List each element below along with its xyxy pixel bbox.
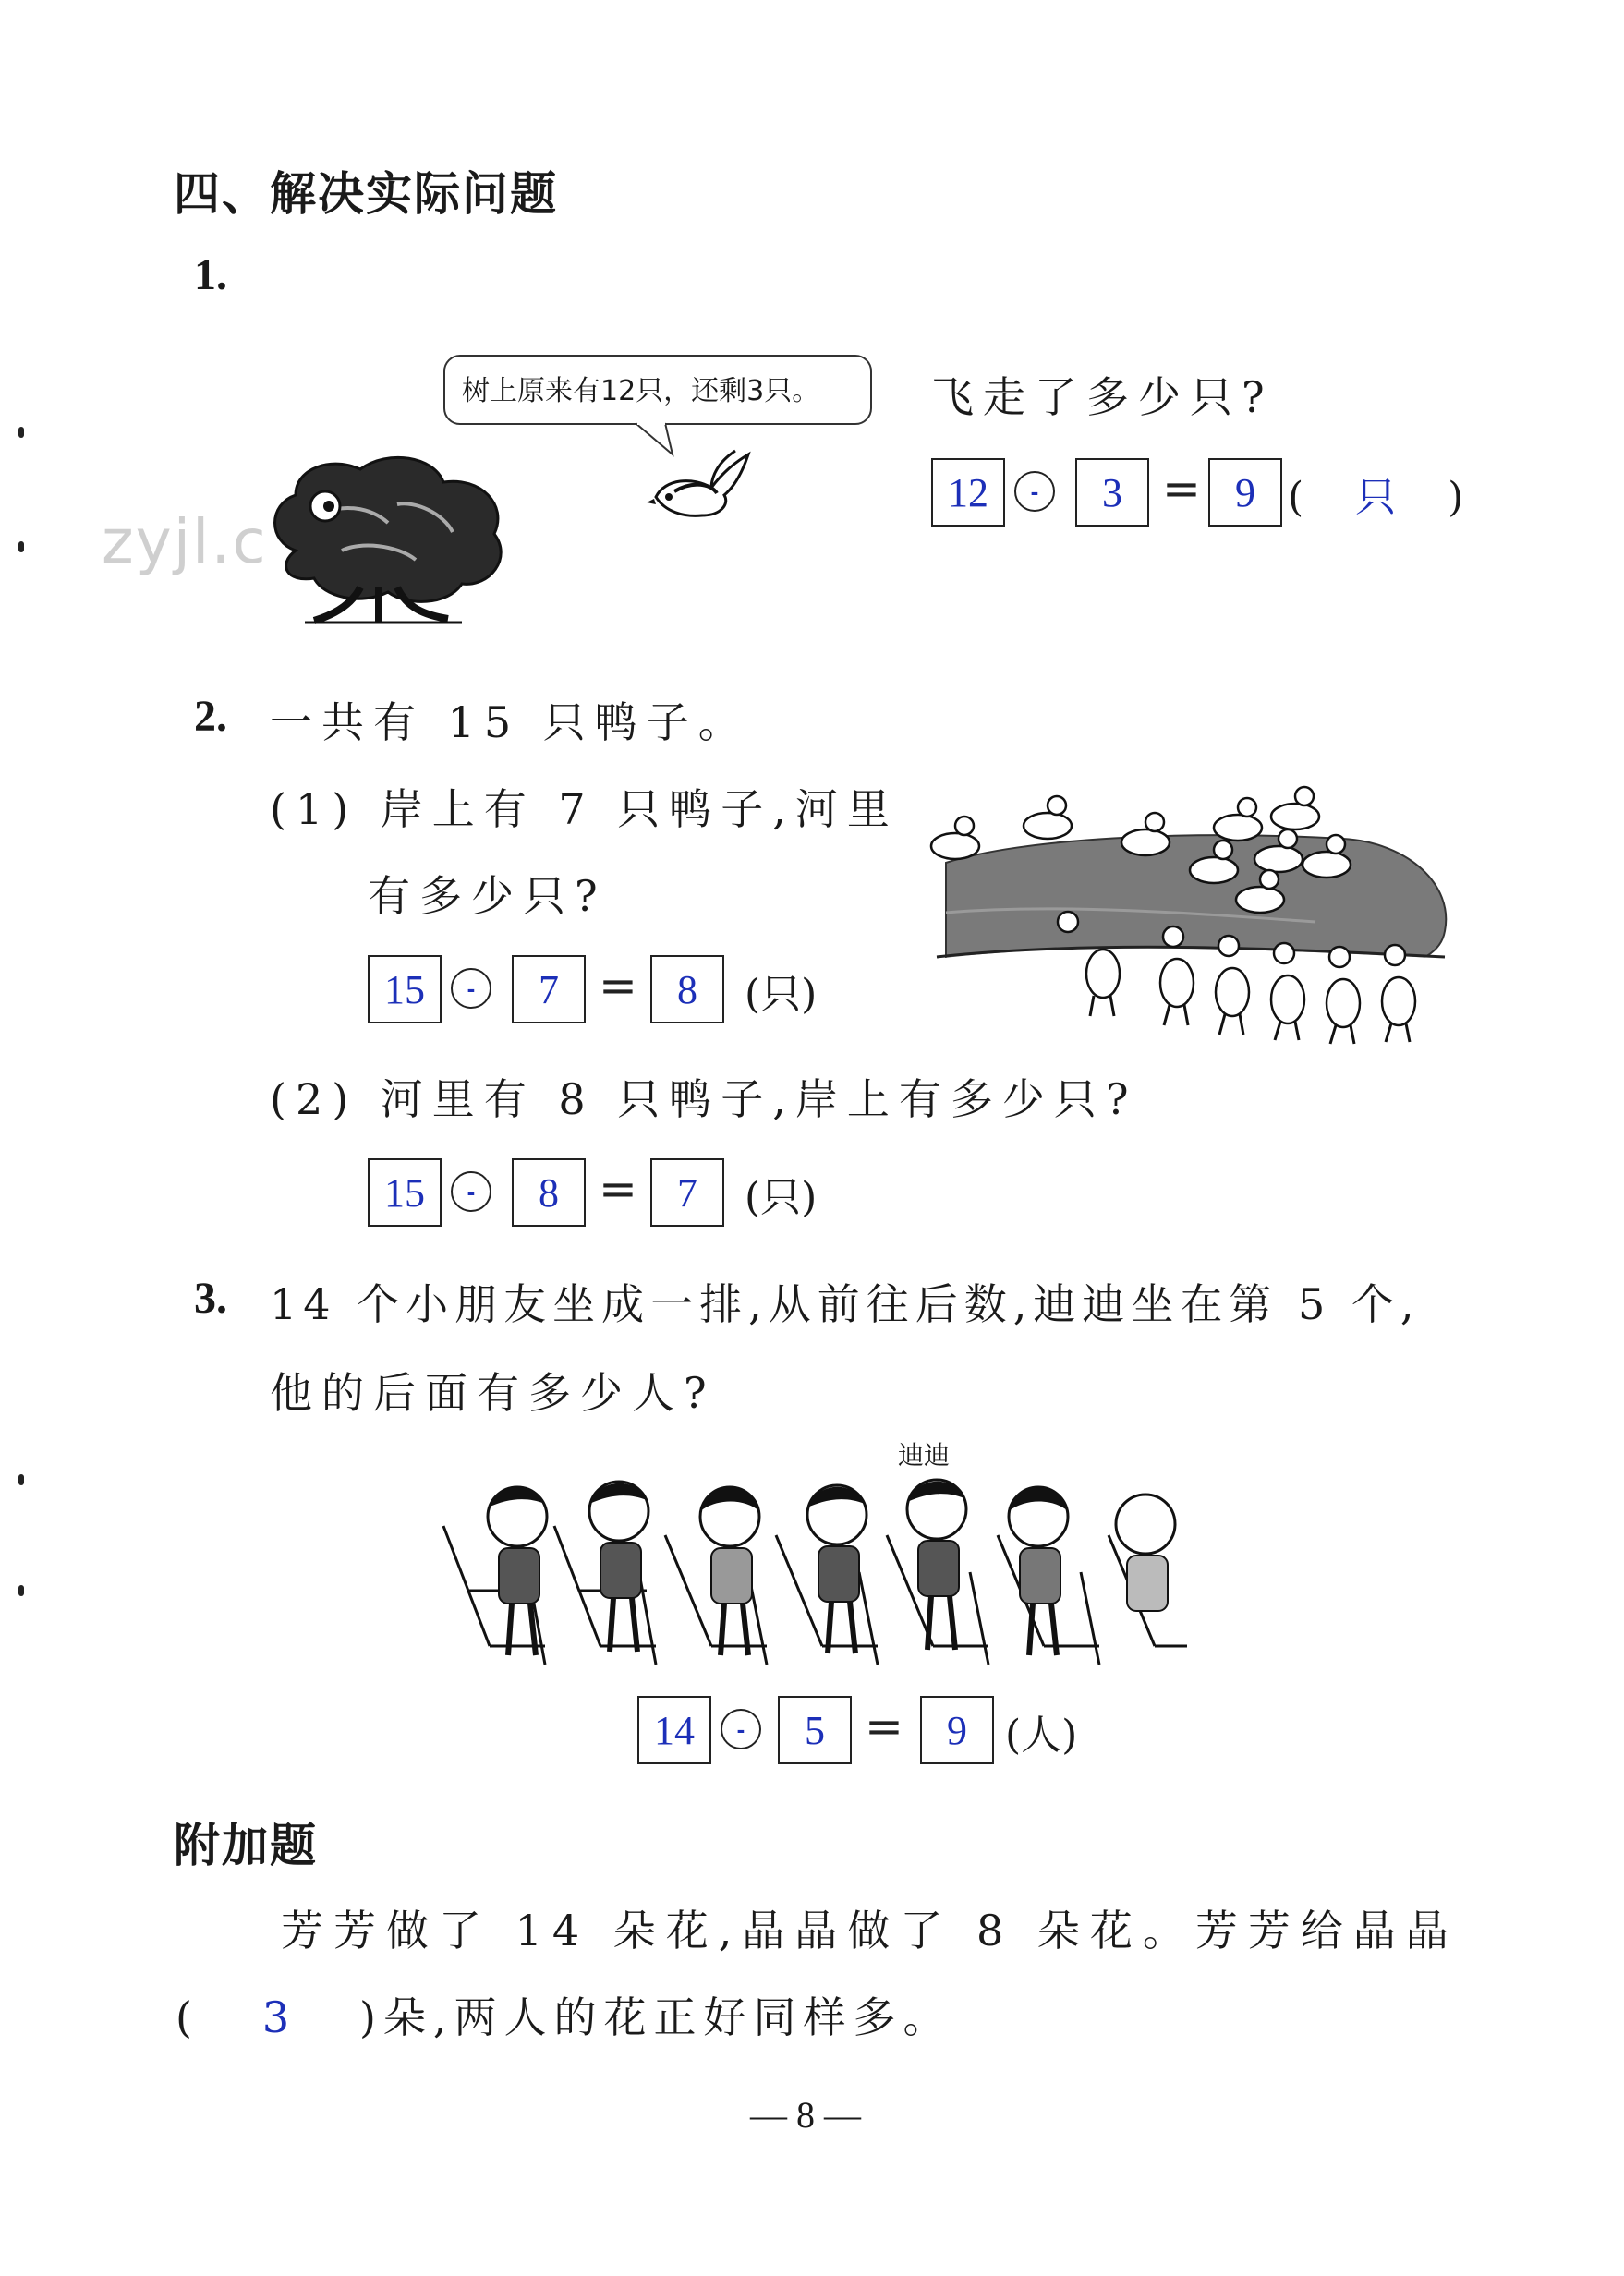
binding-mark xyxy=(18,1474,24,1485)
answer-box: 7 xyxy=(512,955,586,1023)
operator-circle: - xyxy=(721,1709,761,1749)
extra-text-cont xyxy=(176,1984,953,2045)
question-number: 2. xyxy=(194,692,227,741)
answer-box: 15 xyxy=(368,1158,442,1227)
unit-label: (只) xyxy=(745,1174,818,1221)
extra-paren-open: ( xyxy=(176,1992,200,2042)
speech-bubble-text: 树上原来有12只，还剩3只。 xyxy=(443,355,872,425)
unit-label xyxy=(1288,464,1463,523)
question-number: 3. xyxy=(194,1274,227,1323)
bird-illustration xyxy=(647,442,757,525)
answer-box: 9 xyxy=(920,1696,994,1764)
answer-box: 14 xyxy=(637,1696,711,1764)
question-text: 飞走了多少只? xyxy=(931,372,1274,422)
children-illustration xyxy=(434,1471,1192,1683)
equals-sign: = xyxy=(1162,462,1201,515)
answer-box: 8 xyxy=(650,955,724,1023)
didi-label: 迪迪 xyxy=(898,1440,951,1471)
extra-title: 附加题 xyxy=(174,1819,318,1872)
binding-mark xyxy=(18,427,24,438)
answer-box: 3 xyxy=(1075,458,1149,527)
section-title: 四、解决实际问题 xyxy=(174,167,558,221)
equation xyxy=(368,955,885,1025)
unit-label: (人) xyxy=(1005,1712,1078,1759)
tree-illustration xyxy=(259,449,517,630)
equals-sign: = xyxy=(599,959,637,1012)
equation xyxy=(368,1158,885,1229)
binding-mark xyxy=(18,541,24,552)
answer-box: 9 xyxy=(1208,458,1282,527)
question-text: 14 个小朋友坐成一排,从前往后数,迪迪坐在第 5 个, xyxy=(270,1279,1421,1329)
extra-answer: 3 xyxy=(261,1992,297,2042)
sub-question-1-cont: 有多少只? xyxy=(368,871,607,921)
operator-circle: - xyxy=(451,968,491,1009)
equals-sign: = xyxy=(865,1700,903,1753)
ducks-illustration xyxy=(909,774,1460,1047)
extra-rest: )朵,两人的花正好同样多。 xyxy=(358,1992,953,2042)
operator-circle: - xyxy=(451,1171,491,1212)
question-number: 1. xyxy=(194,250,227,299)
unit-answer: 只 xyxy=(1355,474,1397,521)
answer-box: 15 xyxy=(368,955,442,1023)
answer-box: 5 xyxy=(778,1696,852,1764)
unit-close-paren: ) xyxy=(1448,474,1464,521)
unit-open-paren: ( xyxy=(1288,474,1304,521)
question-text-cont: 他的后面有多少人? xyxy=(270,1368,716,1418)
watermark: zyjl.c xyxy=(102,506,268,577)
answer-box: 12 xyxy=(931,458,1005,527)
sub-question-2: (2) 河里有 8 只鸭子,岸上有多少只? xyxy=(270,1074,1138,1124)
extra-text: 芳芳做了 14 朵花,晶晶做了 8 朵花。芳芳给晶晶 xyxy=(281,1906,1459,1955)
equals-sign: = xyxy=(599,1162,637,1216)
unit-label: (只) xyxy=(745,971,818,1018)
equation xyxy=(637,1696,1155,1766)
question-stem: 一共有 15 只鸭子。 xyxy=(270,697,750,747)
page-number: — 8 — xyxy=(750,2094,861,2136)
equation xyxy=(931,458,1464,528)
answer-box: 7 xyxy=(650,1158,724,1227)
sub-question-1: (1) 岸上有 7 只鸭子,河里 xyxy=(270,784,899,834)
answer-box: 8 xyxy=(512,1158,586,1227)
binding-mark xyxy=(18,1585,24,1596)
operator-circle: - xyxy=(1014,471,1055,512)
